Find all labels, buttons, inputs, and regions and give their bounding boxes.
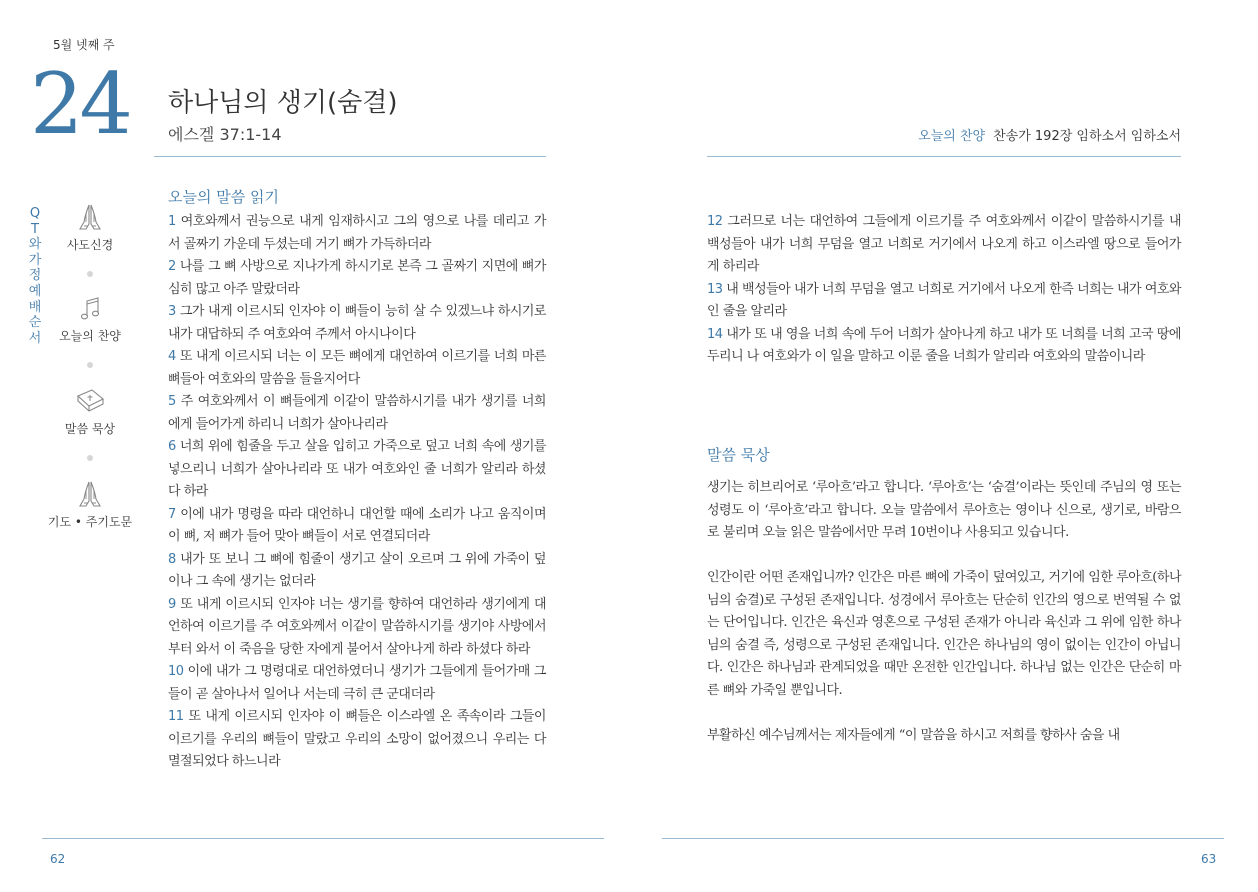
verse-number: 12 [707, 214, 723, 229]
verse [168, 661, 546, 706]
week-label: 5월 넷째 주 [53, 38, 115, 52]
verse-text: 그러므로 너는 대언하여 그들에게 이르기를 주 여호와께서 이같이 말씀하시기를 내 백성들아 내가 너희 무덤을 열고 너희로 거기에서 나오게 하고 이스라엘 땅으로 들어가게 하리라 [707, 214, 1181, 274]
verse-number: 1 [168, 214, 176, 229]
meditation-paragraph: 부활하신 예수님께서는 제자들에게 “이 말씀을 하시고 저희를 향하사 숨을 내 [707, 727, 1120, 743]
verse-number: 14 [707, 326, 723, 342]
verse-text: 또 내게 이르시되 인자야 너는 생기를 향하여 대언하라 생기에게 대언하여 이르기를 주 여호와께서 이같이 말씀하시기를 생기야 사방에서부터 와서 이 죽음을 당한 자에게 불어서 살아나게 하라 하셨다 하라 [168, 596, 546, 657]
verse [168, 256, 546, 301]
verse-text: 내 백성들아 내가 너희 무덤을 열고 너희로 거기에서 나오게 한즉 너희는 내가 여호와인 줄을 알리라 [707, 281, 1181, 319]
verse-number: 7 [168, 506, 176, 522]
step-separator-dot [87, 455, 93, 461]
verse-number: 3 [168, 304, 176, 319]
reading-heading: 오늘의 말씀 읽기 [168, 188, 279, 206]
hymn-label: 오늘의 찬양 [918, 129, 986, 144]
bible-book-icon [74, 386, 106, 416]
verse-number: 2 [168, 259, 176, 274]
verse-text: 여호와께서 권능으로 내게 임재하시고 그의 영으로 나를 데리고 가서 골짜기 가운데 두셨는데 거기 뼈가 가득하더라 [168, 214, 546, 252]
step-todays-hymn [50, 295, 130, 344]
verse-text: 나를 그 뼈 사방으로 지나가게 하시기로 본즉 그 골짜기 지면에 뼈가 심히 많고 아주 말랐더라 [168, 259, 546, 297]
verses-left-column [168, 211, 546, 774]
qt-order-vertical-title: QT와 가정예배 순서 [28, 206, 42, 346]
verse-number: 5 [168, 394, 176, 409]
header-divider-left [154, 156, 546, 157]
verse-number: 10 [168, 664, 184, 679]
page-number-right: 63 [1201, 852, 1217, 866]
verses-right-column [707, 211, 1181, 369]
praying-hands-icon [76, 202, 104, 232]
day-number: 24 [30, 55, 129, 153]
step-label: 기도 • 주기도문 [47, 515, 133, 529]
verse-number: 13 [707, 281, 723, 297]
verse-number: 6 [168, 439, 176, 454]
verse [168, 504, 546, 549]
meditation-paragraph: 인간이란 어떤 존재입니까? 인간은 마른 뼈에 가죽이 덮여있고, 거기에 임한 루아흐(하나님의 숨결)로 구성된 존재입니다. 성경에서 루아흐는 단순히 인간의 영으로 번역될 수 없는 단어입니다. 인간은 육신과 영혼으로 구성된 존재가 아니라 육신과 그 위에 임한 하나님의 숨결 즉, 성령으로 구성된 존재입니다. 인간은 하나님의 영이 없이는 인간이 아닙니다. 인간은 하나님과 관계되었을 때만 온전한 인간입니다. 하나님 없는 인간은 단순히 마른 뼈와 가죽일 뿐입니다. [707, 570, 1181, 698]
verse [168, 706, 546, 774]
verse-number: 4 [168, 349, 176, 364]
music-note-icon [77, 295, 103, 323]
verse-number: 9 [168, 596, 176, 612]
verse-text: 너희 위에 힘줄을 두고 살을 입히고 가죽으로 덮고 너희 속에 생기를 넣으리니 너희가 살아나리라 또 내가 여호와인 줄 너희가 알리라 하셨다 하라 [168, 439, 546, 499]
step-prayer-lords-prayer [47, 479, 133, 530]
verse-text: 또 내게 이르시되 인자야 이 뼈들은 이스라엘 온 족속이라 그들이 이르기를 우리의 뼈들이 말랐고 우리의 소망이 없어졌으니 우리는 다 멸절되었다 하느니라 [168, 709, 546, 769]
todays-hymn [918, 125, 1181, 144]
verse [168, 549, 546, 594]
verse-text: 내가 또 내 영을 너희 속에 두어 너희가 살아나게 하고 내가 또 너희를 너희 고국 땅에 두리니 나 여호와가 이 일을 말하고 이룬 줄을 너희가 알리라 여호와의 말씀이니라 [707, 326, 1181, 364]
verse [707, 279, 1181, 324]
step-label: 말씀 묵상 [64, 422, 116, 436]
verse-text: 이에 내가 그 명령대로 대언하였더니 생기가 그들에게 들어가매 그들이 곧 살아나서 일어나 서는데 극히 큰 군대더라 [168, 664, 546, 702]
verse [168, 436, 546, 504]
praying-hands-icon [76, 479, 104, 509]
meditation-heading: 말씀 묵상 [707, 446, 770, 464]
meditation-paragraph: 생기는 히브리어로 ‘루아흐’라고 합니다. ‘루아흐’는 ‘숨결’이라는 뜻인데 주님의 영 또는 성령도 이 ‘루아흐’라고 합니다. 오늘 말씀에서 루아흐는 영이나 신으로, 생기로, 바람으로 불리며 오늘 읽은 말씀에서만 무려 10번이나 사용되고 있습니다. [707, 480, 1181, 540]
verse-text: 그가 내게 이르시되 인자야 이 뼈들이 능히 살 수 있겠느냐 하시기로 내가 대답하되 주 여호와여 주께서 아시나이다 [168, 304, 546, 342]
verse [168, 391, 546, 436]
step-word-meditation [50, 386, 130, 437]
verse-number: 8 [168, 551, 176, 567]
page-number-left: 62 [50, 852, 66, 866]
step-apostles-creed [50, 202, 130, 253]
verse-text: 또 내게 이르시되 너는 이 모든 뼈에게 대언하여 이르기를 너희 마른 뼈들아 여호와의 말씀을 들을지어다 [168, 349, 546, 387]
verse-text: 내가 또 보니 그 뼈에 힘줄이 생기고 살이 오르며 그 위에 가죽이 덮이나 그 속에 생기는 없더라 [168, 551, 546, 589]
verse-number: 11 [168, 709, 184, 724]
scripture-reference: 에스겔 37:1-14 [168, 125, 282, 144]
page-title: 하나님의 생기(숨결) [168, 88, 398, 118]
footer-divider-left [42, 838, 604, 839]
step-separator-dot [87, 271, 93, 277]
verse [168, 594, 546, 662]
worship-order-steps [47, 202, 133, 530]
hymn-title: 찬송가 192장 임하소서 임하소서 [993, 129, 1181, 144]
verse-text: 이에 내가 명령을 따라 대언하니 대언할 때에 소리가 나고 움직이며 이 뼈, 저 뼈가 들어 맞아 뼈들이 서로 연결되더라 [168, 506, 546, 544]
meditation-body [707, 477, 1181, 770]
verse-text: 주 여호와께서 이 뼈들에게 이같이 말씀하시기를 내가 생기를 너희에게 들어가게 하리니 너희가 살아나리라 [168, 394, 546, 432]
verse [168, 301, 546, 346]
header-divider-right [707, 156, 1181, 157]
verse [707, 211, 1181, 279]
verse [707, 324, 1181, 369]
verse [168, 346, 546, 391]
step-label: 사도신경 [66, 238, 114, 252]
step-label: 오늘의 찬양 [59, 329, 121, 343]
footer-divider-right [662, 838, 1224, 839]
step-separator-dot [87, 362, 93, 368]
verse [168, 211, 546, 256]
